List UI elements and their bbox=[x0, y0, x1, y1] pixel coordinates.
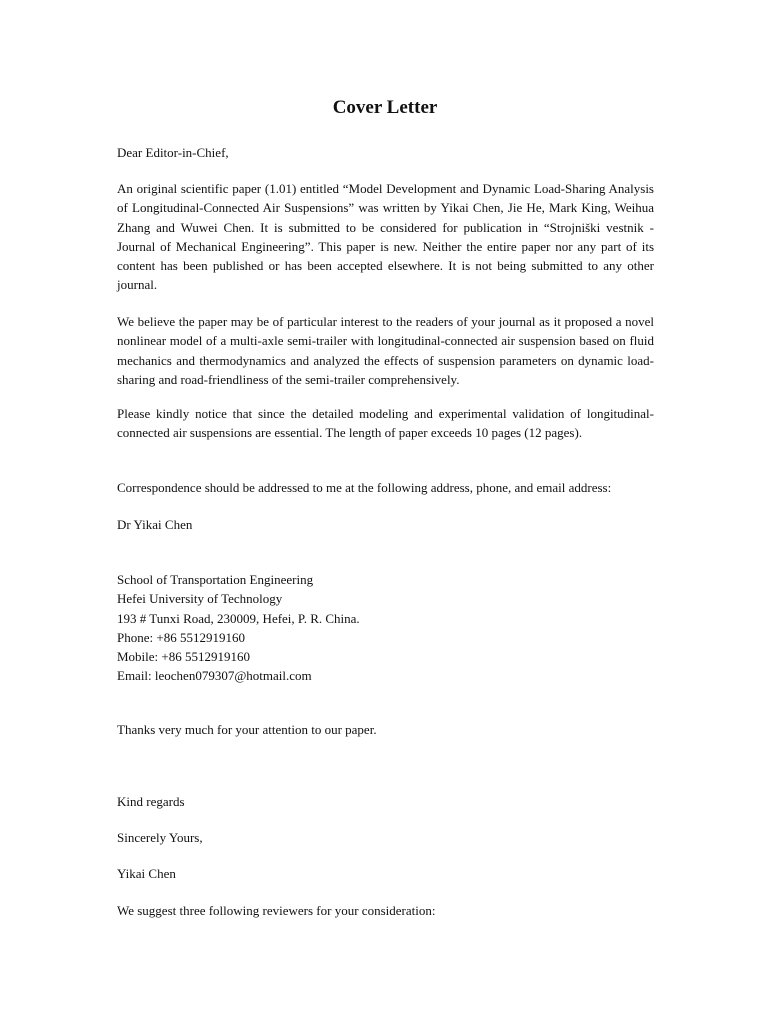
address-mobile: Mobile: +86 5512919160 bbox=[117, 649, 250, 665]
sincerely-line: Sincerely Yours, bbox=[117, 830, 203, 845]
reviewers-intro: We suggest three following reviewers for your consideration: bbox=[117, 903, 436, 918]
paragraph-interest: We believe the paper may be of particular interest to the readers of your journal as it proposed a novel nonlinear model of a multi-axle semi-trailer with longitudinal-connected air suspension based on fluid mechanics and thermodynamics and analyzed the effects of suspension parameters on dynamic load-sharing and road-friendliness of the semi-trailer comprehensively. bbox=[117, 314, 654, 387]
address-block bbox=[117, 570, 654, 686]
paragraph-paper-submission: An original scientific paper (1.01) entitled “Model Development and Dynamic Load-Sharing Analysis of Longitudinal-Connected Air Suspensions” was written by Yikai Chen, Jie He, Mark King, Weihua Zhang and Wuwei Chen. It is submitted to be considered for publication in “Strojniški vestnik - Journal of Mechanical Engineering”. This paper is new. Neither the entire paper nor any part of its content has been published or has been accepted elsewhere. It is not being submitted to any other journal. bbox=[117, 181, 654, 293]
address-phone: Phone: +86 5512919160 bbox=[117, 629, 245, 645]
address-street: 193 # Tunxi Road, 230009, Hefei, P. R. China. bbox=[117, 610, 360, 626]
author-name: Dr Yikai Chen bbox=[117, 517, 193, 532]
address-university: Hefei University of Technology bbox=[117, 591, 283, 607]
kind-regards: Kind regards bbox=[117, 794, 185, 809]
address-school: School of Transportation Engineering bbox=[117, 572, 314, 587]
paragraph-length-notice: Please kindly notice that since the detailed modeling and experimental validation of longitudinal-connected air suspensions are essential. The length of paper exceeds 10 pages (12 pages). bbox=[117, 406, 654, 441]
letter-title: Cover Letter bbox=[332, 97, 438, 118]
correspondence-line: Correspondence should be addressed to me at the following address, phone, and email address: bbox=[117, 480, 612, 495]
address-email: Email: leochen079307@hotmail.com bbox=[117, 668, 312, 684]
salutation: Dear Editor-in-Chief, bbox=[117, 145, 229, 160]
signature-name: Yikai Chen bbox=[117, 866, 176, 881]
thanks-line: Thanks very much for your attention to our paper. bbox=[117, 722, 377, 737]
